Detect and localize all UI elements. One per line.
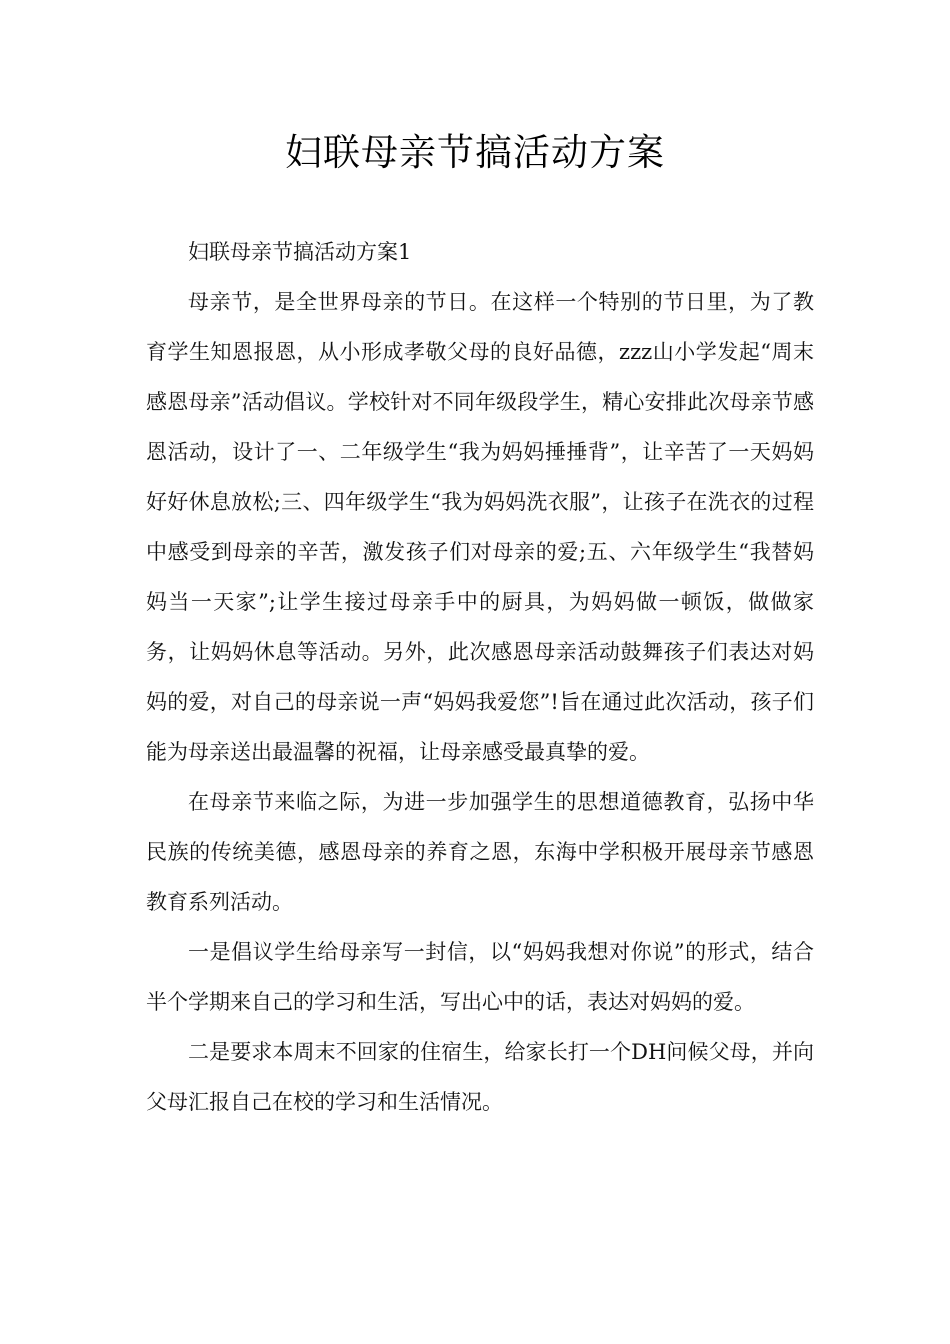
section-heading: 妇联母亲节搞活动方案1 <box>188 240 412 264</box>
paragraph-4: 二是要求本周末不回家的住宿生，给家长打一个DH问候父母，并向父母汇报自己在校的学习和生活情况。 <box>146 1040 814 1114</box>
document-title: 妇联母亲节搞活动方案 <box>285 131 665 174</box>
paragraph-3: 一是倡议学生给母亲写一封信，以“妈妈我想对你说”的形式，结合半个学期来自己的学习和生活，写出心中的话，表达对妈妈的爱。 <box>146 940 814 1014</box>
paragraph-1: 母亲节，是全世界母亲的节日。在这样一个特别的节日里，为了教育学生知恩报恩，从小形成孝敬父母的良好品德，zzz山小学发起“周末感恩母亲”活动倡议。学校针对不同年级段学生，精心安排此次母亲节感恩活动，设计了一、二年级学生“我为妈妈捶捶背”，让辛苦了一天妈妈好好休息放松;三、四年级学生“我为妈妈洗衣服”，让孩子在洗衣的过程中感受到母亲的辛苦，激发孩子们对母亲的爱;五、六年级学生“我替妈妈当一天家”;让学生接过母亲手中的厨具，为妈妈做一顿饭，做做家务，让妈妈休息等活动。另外，此次感恩母亲活动鼓舞孩子们表达对妈妈的爱，对自己的母亲说一声“妈妈我爱您”!旨在通过此次活动，孩子们能为母亲送出最温馨的祝福，让母亲感受最真挚的爱。 <box>146 290 814 764</box>
paragraph-2: 在母亲节来临之际，为进一步加强学生的思想道德教育，弘扬中华民族的传统美德，感恩母亲的养育之恩，东海中学积极开展母亲节感恩教育系列活动。 <box>146 790 814 914</box>
document-body <box>146 227 814 1127</box>
